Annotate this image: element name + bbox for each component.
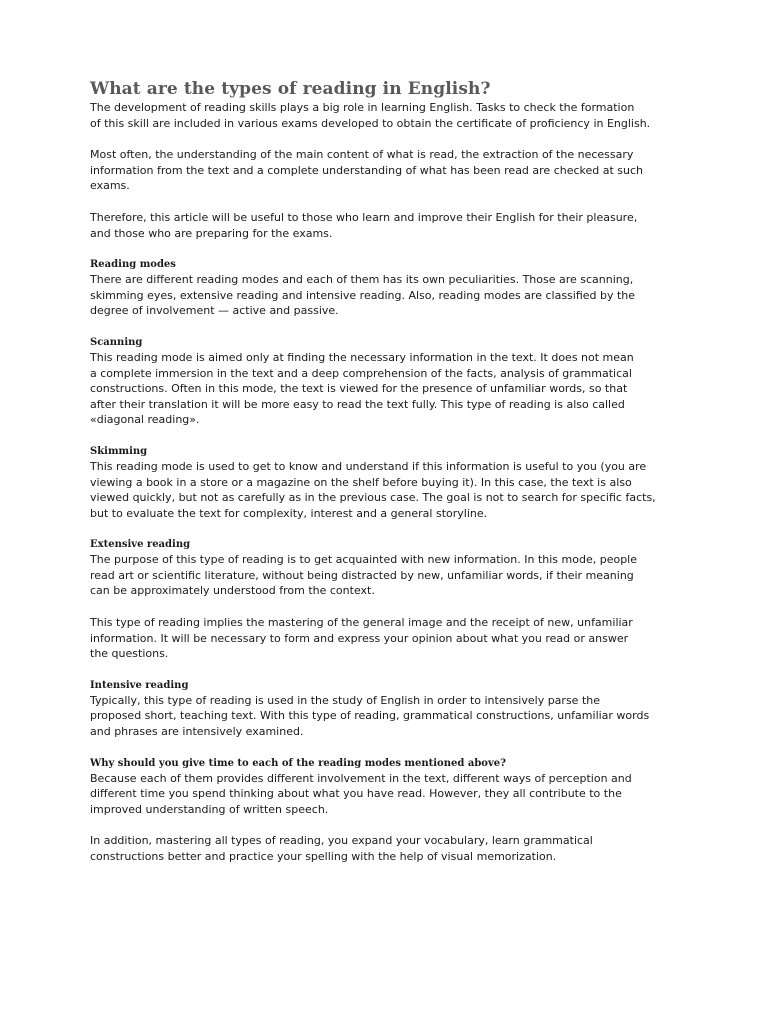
text-line: constructions better and practice your spelling with the help of visual memorization. — [90, 850, 557, 863]
section-heading-reading-modes: Reading modes — [90, 259, 176, 271]
text-line: Because each of them provides different involvement in the text, different ways of perception and — [90, 771, 632, 785]
extensive-paragraph-1 — [90, 552, 690, 599]
text-line: constructions. Often in this mode, the text is viewed for the presence of unfamiliar words, so that — [90, 382, 628, 396]
text-line: viewing a book in a store or a magazine on the shelf before buying it). In this case, the text is also — [90, 475, 632, 489]
extensive-paragraph-2 — [90, 615, 690, 662]
text-line: read art or scientific literature, without being distracted by new, unfamiliar words, if their meaning — [90, 568, 634, 582]
text-line: In addition, mastering all types of reading, you expand your vocabulary, learn grammatical — [90, 834, 593, 848]
text-line: information. It will be necessary to form and express your opinion about what you read or answer — [90, 631, 629, 645]
text-line: This reading mode is used to get to know and understand if this information is useful to you (you are — [90, 459, 647, 473]
text-line: «diagonal reading». — [90, 413, 200, 427]
text-line: This type of reading implies the mastering of the general image and the receipt of new, unfamiliar — [90, 616, 633, 630]
text-line: improved understanding of written speech. — [90, 802, 329, 816]
text-line: of this skill are included in various exams developed to obtain the certificate of proficiency in English. — [90, 116, 651, 130]
text-line: skimming eyes, extensive reading and intensive reading. Also, reading modes are classified by the — [90, 288, 636, 302]
text-line: and those who are preparing for the exams. — [90, 226, 333, 240]
scanning-paragraph — [90, 350, 690, 428]
section-heading-why: Why should you give time to each of the reading modes mentioned above? — [90, 757, 507, 769]
section-heading-scanning: Scanning — [90, 336, 143, 348]
text-line: Typically, this type of reading is used in the study of English in order to intensively parse the — [90, 693, 600, 707]
intro-paragraph-2 — [90, 147, 690, 194]
text-line: the questions. — [90, 647, 169, 661]
text-line: Most often, the understanding of the main content of what is read, the extraction of the necessary — [90, 148, 634, 162]
section-heading-intensive-reading: Intensive reading — [90, 679, 189, 691]
document-page — [90, 78, 690, 865]
intensive-paragraph — [90, 693, 690, 740]
text-line: different time you spend thinking about what you have read. However, they all contribute to the — [90, 787, 622, 801]
text-line: Therefore, this article will be useful to those who learn and improve their English for their pleasure, — [90, 210, 638, 224]
section-heading-skimming: Skimming — [90, 445, 148, 457]
text-line: The development of reading skills plays a big role in learning English. Tasks to check the formation — [90, 101, 635, 114]
text-line: The purpose of this type of reading is to get acquainted with new information. In this mode, people — [90, 553, 638, 567]
text-line: This reading mode is aimed only at finding the necessary information in the text. It does not mean — [90, 350, 634, 364]
document-title: What are the types of reading in English? — [90, 79, 491, 99]
intro-paragraph-1 — [90, 100, 690, 131]
text-line: proposed short, teaching text. With this type of reading, grammatical constructions, unfamiliar words — [90, 709, 650, 723]
text-line: degree of involvement — active and passive. — [90, 304, 339, 318]
text-line: but to evaluate the text for complexity, interest and a general storyline. — [90, 506, 488, 520]
text-line: viewed quickly, but not as carefully as in the previous case. The goal is not to search for specific facts, — [90, 491, 656, 505]
reading-modes-paragraph — [90, 272, 690, 319]
text-line: and phrases are intensively examined. — [90, 725, 304, 739]
intro-paragraph-3 — [90, 210, 690, 241]
why-paragraph-2 — [90, 833, 690, 864]
skimming-paragraph — [90, 459, 690, 521]
why-paragraph-1 — [90, 771, 690, 818]
section-heading-extensive-reading: Extensive reading — [90, 539, 191, 551]
text-line: can be approximately understood from the context. — [90, 584, 375, 598]
text-line: a complete immersion in the text and a deep comprehension of the facts, analysis of grammatical — [90, 366, 632, 380]
text-line: information from the text and a complete understanding of what has been read are checked at such — [90, 163, 644, 177]
text-line: There are different reading modes and each of them has its own peculiarities. Those are scanning, — [90, 273, 634, 287]
text-line: after their translation it will be more easy to read the text fully. This type of reading is also called — [90, 397, 625, 411]
text-line: exams. — [90, 179, 130, 193]
